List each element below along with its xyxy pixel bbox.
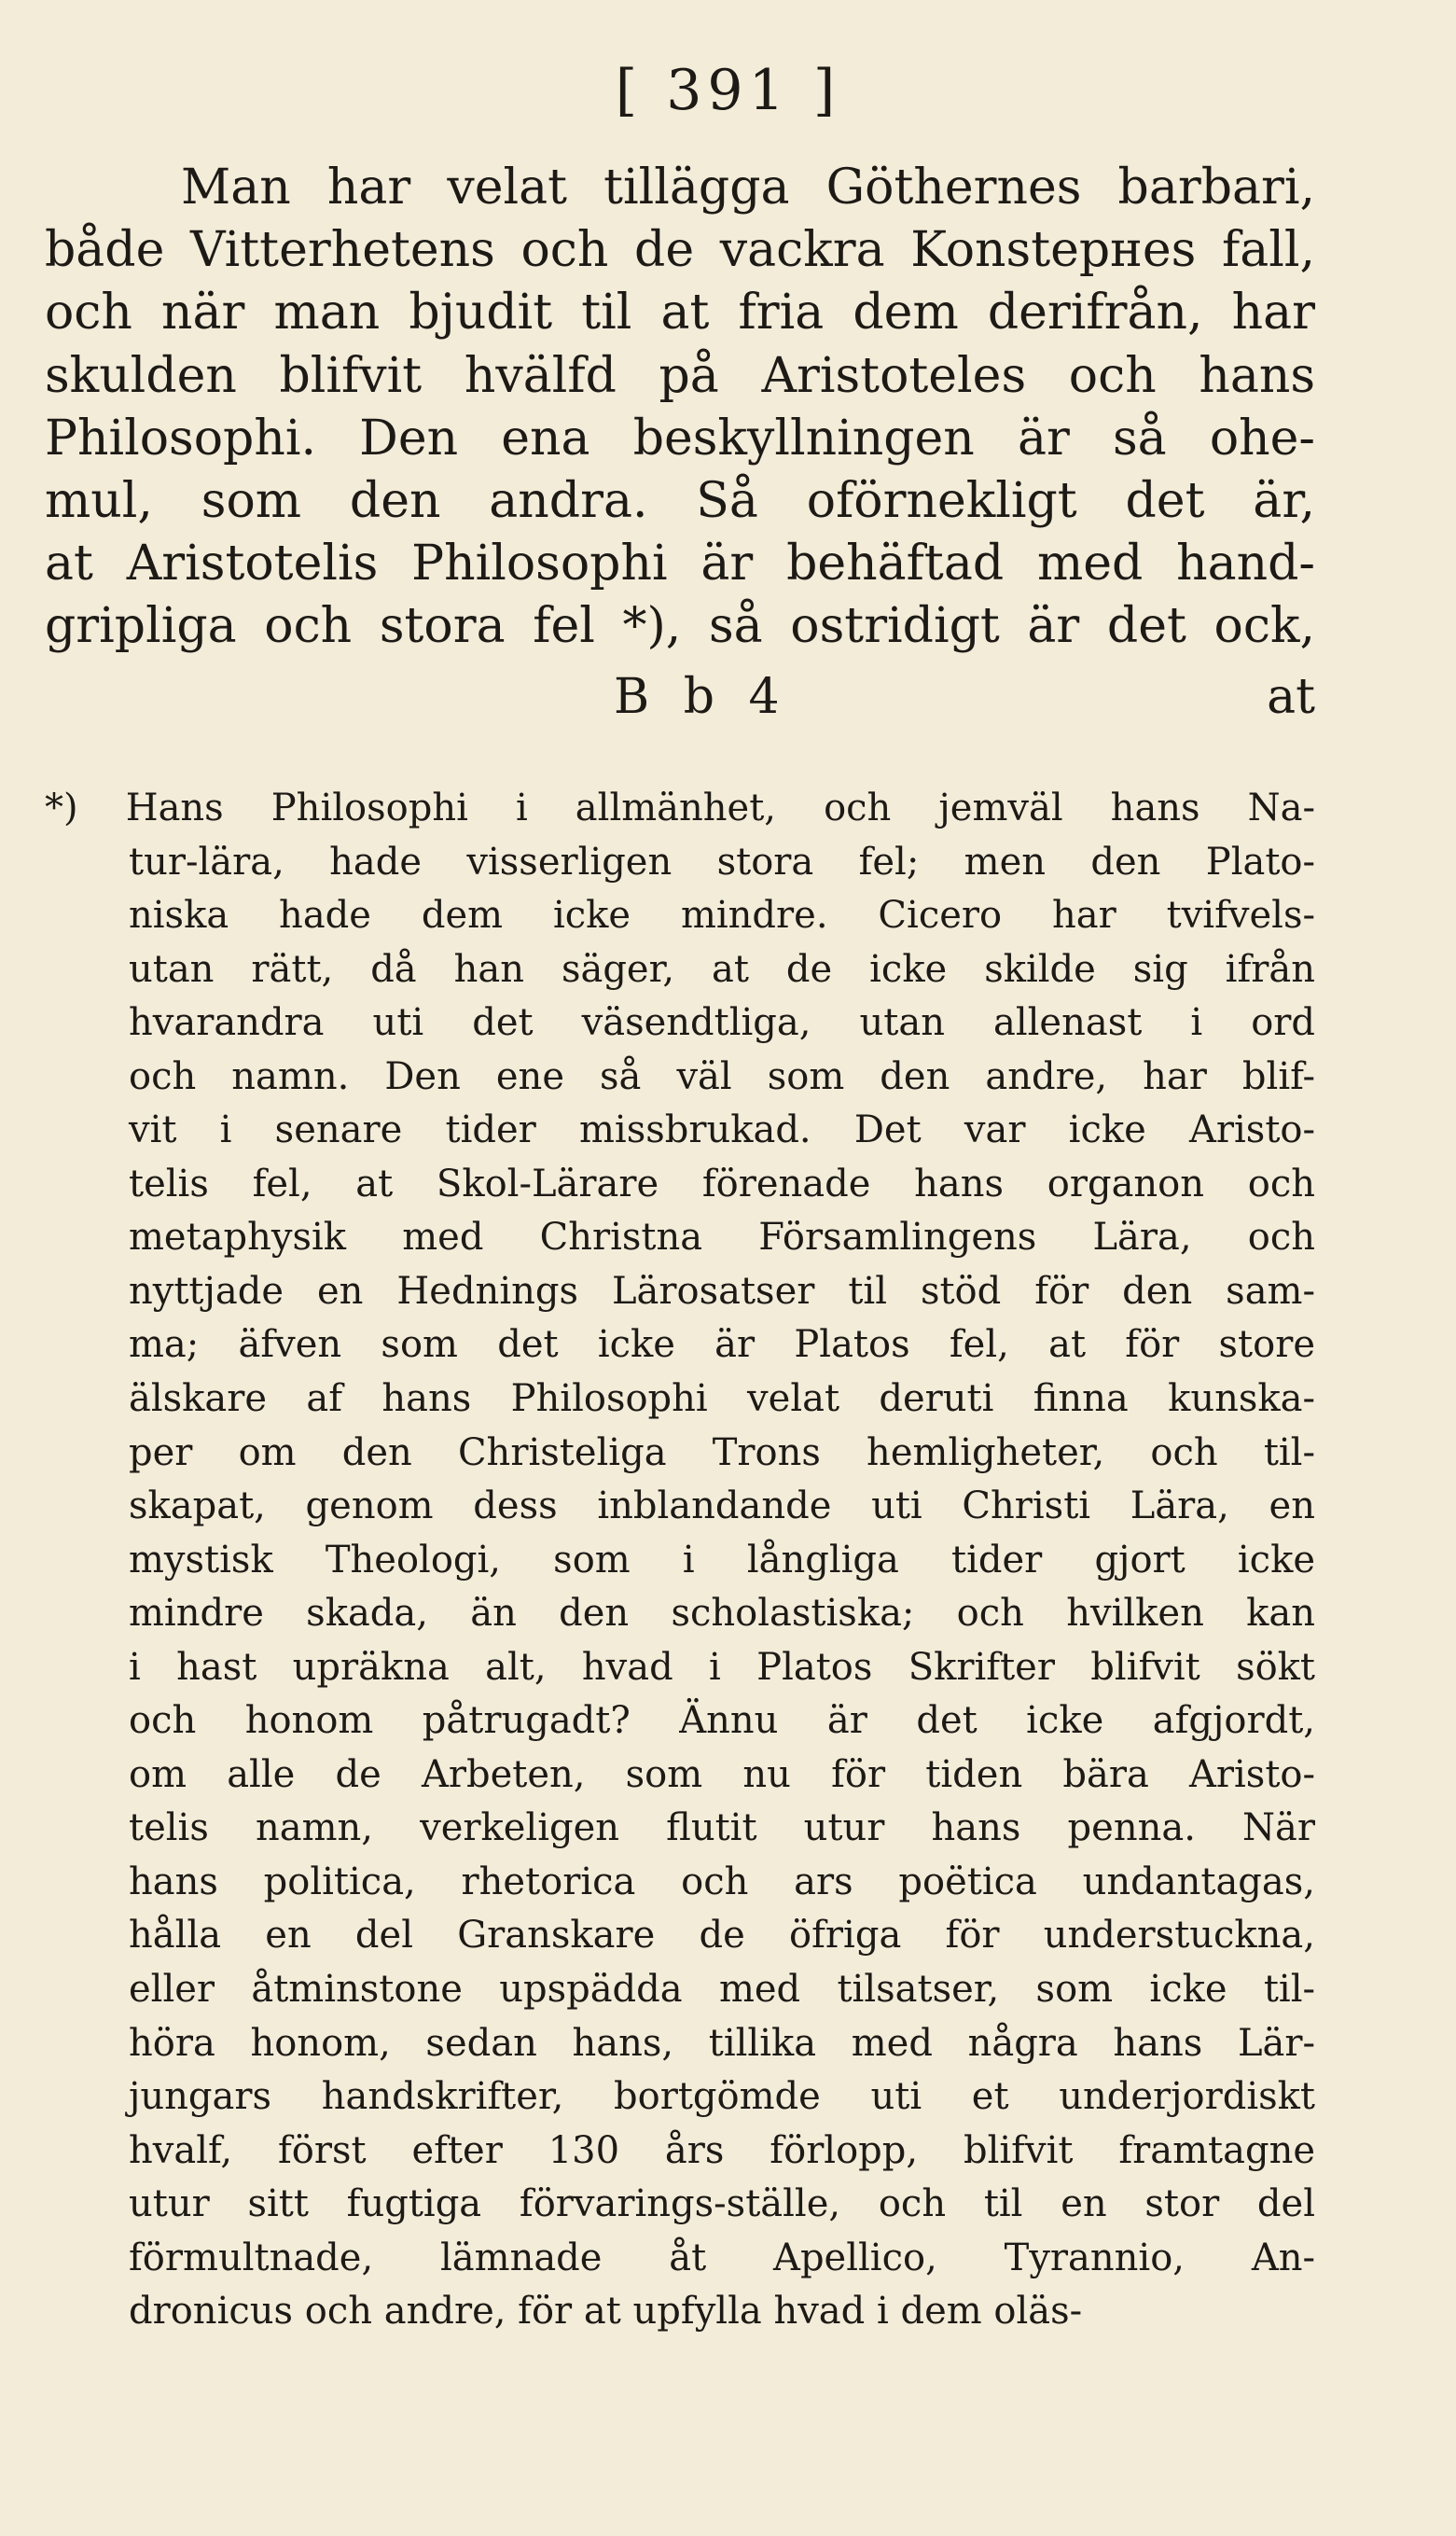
main-line: skulden blifvit hvälfd på Aristoteles och hans (45, 347, 1315, 404)
footnote-line: skapat, genom dess inblandande uti Christi Lära, en (129, 1484, 1315, 1528)
page-number: [ 391 ] (615, 58, 841, 123)
main-line: mul, som den andra. Så oförnekligt det är, (45, 472, 1315, 529)
main-line: Philosophi. Den ena beskyllningen är så ohe- (45, 410, 1315, 467)
footnote-line: och namn. Den ene så väl som den andre, har blif- (129, 1054, 1315, 1098)
footnote-line: mystisk Theologi, som i långliga tider gjort icke (129, 1538, 1315, 1582)
main-line: både Vitterhetens och de vackra Konstернes fall, (45, 222, 1315, 279)
footnote-line: jungars handskrifter, bortgömde uti et underjordiskt (129, 2075, 1315, 2119)
footnote-line-first (45, 782, 1315, 836)
footnote-line: hålla en del Granskare de öfriga för understuckna, (129, 1914, 1315, 1958)
footnote-line: älskare af hans Philosophi velat deruti finna kunska- (129, 1377, 1315, 1421)
catchline (45, 664, 1315, 730)
footnote (45, 782, 1315, 2339)
footnote-line: metaphysik med Christna Församlingens Lära, och (129, 1216, 1315, 1260)
footnote-line: dronicus och andre, för at upfylla hvad i dem oläs- (129, 2290, 1083, 2334)
footnote-marker: *) (45, 787, 78, 829)
footnote-line: mindre skada, än den scholastiska; och hvilken kan (129, 1592, 1315, 1636)
footnote-line: och honom påtrugadt? Ännu är det icke afgjordt, (129, 1699, 1315, 1743)
footnote-line: förmultnade, lämnade åt Apellico, Tyrannio, An- (129, 2236, 1315, 2279)
footnote-line: telis namn, verkeligen flutit utur hans penna. När (129, 1806, 1315, 1850)
footnote-line: eller åtminstone upspädda med tilsatser, som icke til- (129, 1968, 1315, 2012)
main-line: och när man bjudit til at fria dem derifrån, har (45, 285, 1315, 341)
main-line: gripliga och stora fel *), så ostridigt är det ock, (45, 598, 1315, 655)
footnote-line: niska hade dem icke mindre. Cicero har tvifvels- (129, 894, 1315, 938)
footnote-line: hvalf, först efter 130 års förlopp, blifvit framtagne (129, 2128, 1315, 2172)
footnote-line: nyttjade en Hednings Lärosatser til stöd för den sam- (129, 1269, 1315, 1313)
footnote-line: vit i senare tider missbrukad. Det var icke Aristo- (129, 1108, 1315, 1152)
footnote-line-text: Hans Philosophi i allmänhet, och jemväl hans Na- (125, 787, 1315, 829)
footnote-line: hvarandra uti det väsendtliga, utan allenast i ord (129, 1001, 1315, 1045)
footnote-line: hans politica, rhetorica och ars poëtica undantagas, (129, 1860, 1315, 1903)
main-line: at Aristotelis Philosophi är behäftad med hand- (45, 536, 1315, 592)
footnote-line: telis fel, at Skol-Lärare förenade hans organon och (129, 1162, 1315, 1205)
catchword: at (1267, 669, 1315, 725)
footnote-line: om alle de Arbeten, som nu för tiden bära Aristo- (129, 1752, 1315, 1796)
footnote-line: tur-lära, hade visserligen stora fel; men den Plato- (129, 840, 1315, 884)
signature-mark: B b 4 (614, 669, 789, 725)
main-text (45, 157, 1315, 659)
footnote-line: per om den Christeliga Trons hemligheter, och til- (129, 1430, 1315, 1474)
footnote-line: ma; äfven som det icke är Platos fel, at för store (129, 1323, 1315, 1367)
footnote-line: utan rätt, då han säger, at de icke skilde sig ifrån (129, 947, 1315, 991)
footnote-line: höra honom, sedan hans, tillika med några hans Lär- (129, 2021, 1315, 2065)
main-line: Man har velat tillägga Göthernes barbari, (181, 160, 1315, 216)
footnote-line: utur sitt fugtiga förvarings-ställe, och til en stor del (129, 2182, 1315, 2226)
footnote-line: i hast upräkna alt, hvad i Platos Skrifter blifvit sökt (129, 1645, 1315, 1689)
